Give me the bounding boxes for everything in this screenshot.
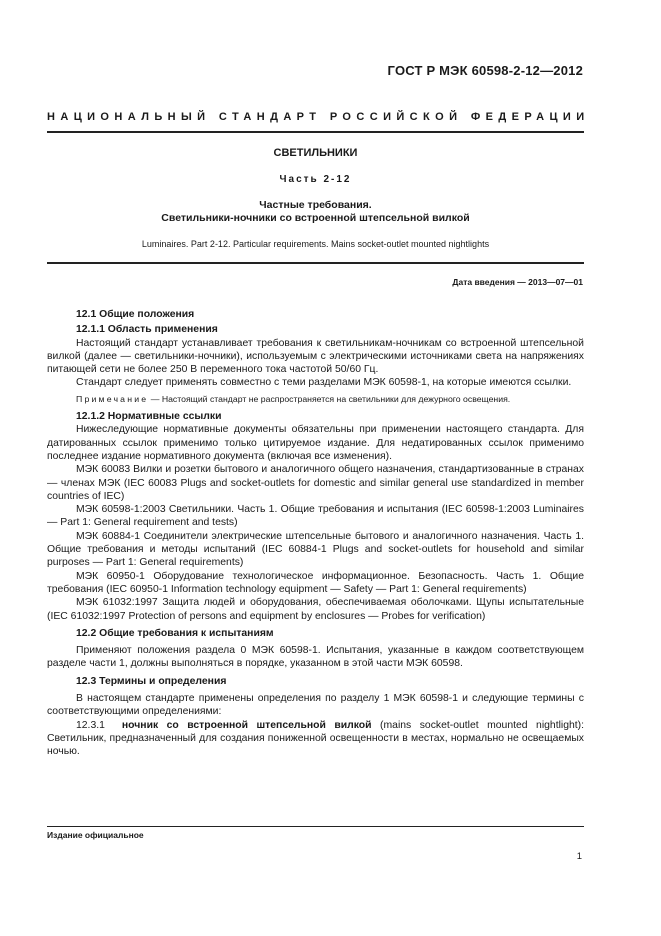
- top-divider: [47, 131, 584, 133]
- part-label: Часть 2-12: [279, 174, 352, 185]
- reference-iec-60950-1: МЭК 60950-1 Оборудование технологическое информационное. Безопасность. Часть 1. Общие требования (IEC 60950-1 Information technology equipment — Safety — Part 1: General requirements): [47, 570, 584, 595]
- national-standard-heading: НАЦИОНАЛЬНЫЙ СТАНДАРТ РОССИЙСКОЙ ФЕДЕРАЦИИ: [47, 111, 590, 123]
- section-heading-12-1-2: 12.1.2 Нормативные ссылки: [76, 411, 222, 423]
- section-heading-12-1-1: 12.1.1 Область применения: [76, 324, 218, 336]
- paragraph-tests: Применяют положения раздела 0 МЭК 60598-1. Испытания, указанные в каждом соответствующем разделе части 1, должны выполняться в порядке, указанном в этой части МЭК 60598.: [47, 645, 584, 670]
- definition-text: (mains socket-outlet mounted nightlight): Светильник, предназначенный для создания пониженной освещенности в местах, нормально не освещаемых ночью.: [47, 719, 584, 758]
- reference-iec-61032: МЭК 61032:1997 Защита людей и оборудования, обеспечиваемая оболочками. Щупы испытательные (IEC 61032:1997 Protection of persons and equipment by enclosures — Probes for verification): [47, 597, 584, 622]
- definition-12-3-1: [47, 719, 584, 759]
- middle-divider: [47, 262, 584, 264]
- note: [47, 393, 584, 406]
- standard-title: СВЕТИЛЬНИКИ: [273, 147, 358, 159]
- document-body: [47, 304, 584, 759]
- official-edition-label: Издание официальное: [47, 830, 144, 840]
- paragraph-scope-1: Настоящий стандарт устанавливает требования к светильникам-ночникам со встроенной штепсельной вилкой (далее — светильники-ночники), используемым с электрическими источниками света на напряжениях питающей сети не более 250 В переменного тока частотой 50/60 Гц.: [47, 337, 584, 376]
- definition-term: ночник со встроенной штепсельной вилкой: [121, 719, 372, 731]
- note-label: Примечание: [76, 393, 149, 404]
- footer-divider: [47, 826, 584, 827]
- reference-iec-60083: МЭК 60083 Вилки и розетки бытового и аналогичного общего назначения, стандартизованные в странах — членах МЭК (IEC 60083 Plugs and socket-outlets for domestic and similar general use standardized in member countries of IEC): [47, 464, 584, 502]
- section-heading-12-3: 12.3 Термины и определения: [76, 675, 227, 687]
- document-code: ГОСТ Р МЭК 60598-2-12—2012: [387, 63, 583, 78]
- paragraph-scope-2: Стандарт следует применять совместно с теми разделами МЭК 60598-1, на которые имеются ссылки.: [76, 377, 572, 389]
- note-text: — Настоящий стандарт не распространяется на светильники для дежурного освещения.: [150, 393, 511, 404]
- subtitle-line-1: Частные требования.: [259, 199, 372, 211]
- paragraph-terms: В настоящем стандарте применены определения по разделу 1 МЭК 60598-1 и следующие термины с соответствующими определениями:: [47, 693, 584, 718]
- english-title: Luminaires. Part 2-12. Particular requirements. Mains socket-outlet mounted nightlights: [141, 239, 490, 249]
- introduction-date: Дата введения — 2013—07—01: [452, 277, 583, 287]
- definition-number: 12.3.1: [76, 719, 105, 731]
- reference-iec-60884-1: МЭК 60884-1 Соединители электрические штепсельные бытового и аналогичного назначения. Часть 1. Общие требования и методы испытаний (IEC 60884-1 Plugs and socket-outlets for household and similar purposes — Part 1: General requirements): [47, 530, 584, 569]
- section-heading-12-2: 12.2 Общие требования к испытаниям: [76, 627, 274, 639]
- section-heading-12-1: 12.1 Общие положения: [76, 309, 195, 320]
- subtitle-line-2: Светильники-ночники со встроенной штепсельной вилкой: [161, 212, 470, 224]
- reference-iec-60598-1: МЭК 60598-1:2003 Светильники. Часть 1. Общие требования и испытания (IEC 60598-1:2003 Luminaires — Part 1: General requirement and tests): [47, 504, 584, 529]
- paragraph-references-intro: Нижеследующие нормативные документы обязательны при применении настоящего стандарта. Для датированных ссылок применимо только цитируемое издание. Для недатированных ссылок применимо последнее издание нормативного документа (включая все изменения).: [47, 424, 584, 462]
- page-number: 1: [576, 851, 582, 862]
